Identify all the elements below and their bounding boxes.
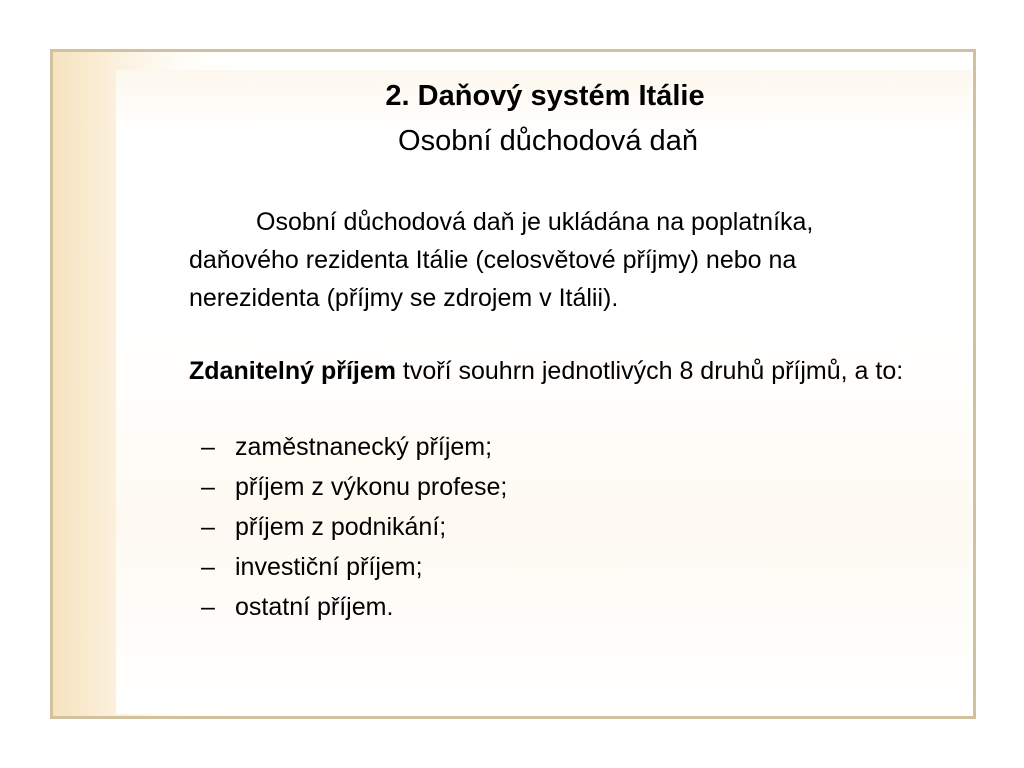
list-item-text: příjem z výkonu profese;: [235, 473, 508, 501]
dash-bullet: –: [201, 553, 215, 581]
slide-subtitle: Osobní důchodová daň: [398, 125, 698, 157]
paragraph-2: [189, 352, 929, 390]
paragraph-2-bold-term: Zdanitelný příjem: [189, 357, 396, 385]
paragraph-2-text: tvoří souhrn jednotlivých 8 druhů příjmů, a to:: [395, 357, 904, 385]
list-item-text: zaměstnanecký příjem;: [235, 433, 493, 461]
list-item-text: příjem z podnikání;: [235, 513, 447, 541]
list-item-text: ostatní příjem.: [235, 593, 394, 621]
dash-bullet: –: [201, 433, 215, 461]
list-item-text: investiční příjem;: [235, 553, 423, 581]
list-item: [201, 428, 507, 468]
dash-bullet: –: [201, 473, 215, 501]
list-item: [201, 508, 507, 548]
paragraph-1: [189, 203, 929, 317]
list-item: [201, 548, 507, 588]
list-item: [201, 468, 507, 508]
paragraph-1-text: Osobní důchodová daň je ukládána na poplatníka, daňového rezidenta Itálie (celosvětové příjmy) nebo na nerezidenta (příjmy se zdrojem v Itálii).: [189, 208, 814, 312]
slide-title: 2. Daňový systém Itálie: [385, 80, 705, 112]
income-types-list: [201, 428, 507, 628]
dash-bullet: –: [201, 513, 215, 541]
dash-bullet: –: [201, 593, 215, 621]
list-item: [201, 588, 507, 628]
